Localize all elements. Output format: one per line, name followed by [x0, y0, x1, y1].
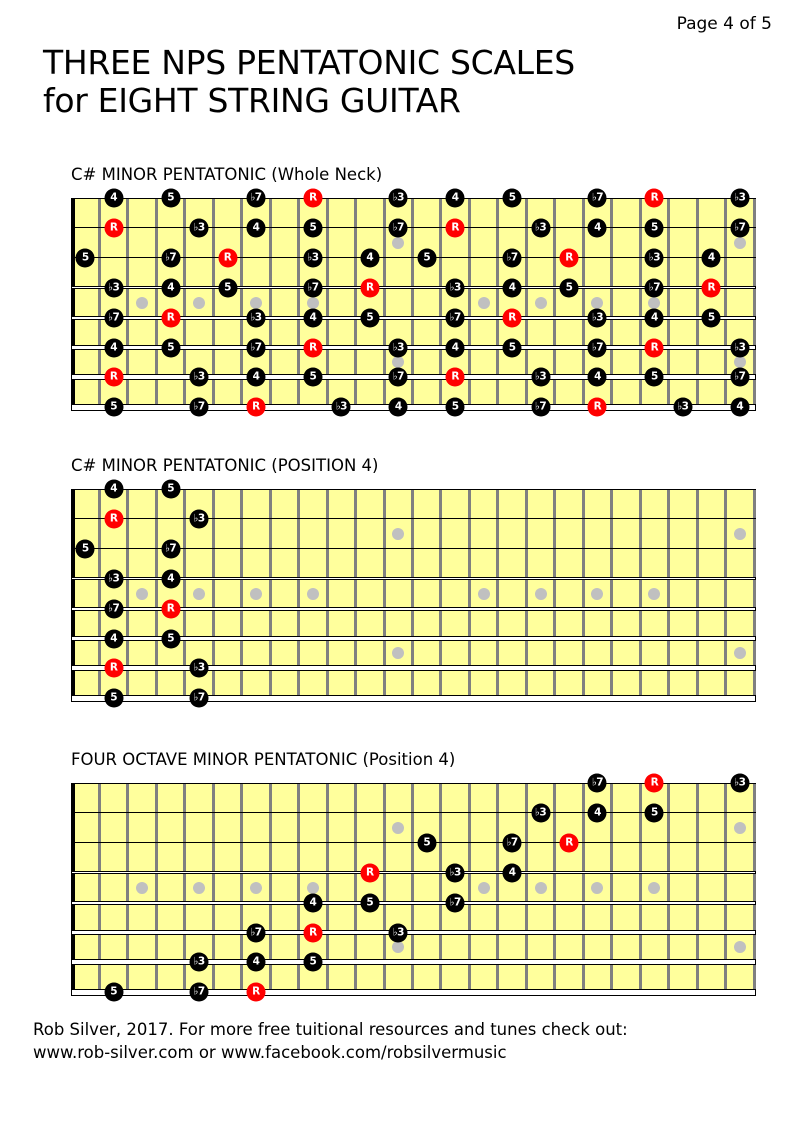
- scale-note-marker: 5: [645, 803, 664, 822]
- inlay-dot-icon: [734, 237, 746, 249]
- scale-note-marker: 4: [503, 278, 522, 297]
- inlay-dot-icon: [307, 882, 319, 894]
- scale-note-marker: ♭3: [531, 218, 550, 237]
- scale-note-marker: 5: [161, 480, 180, 499]
- scale-note-marker: 4: [104, 480, 123, 499]
- diagram-label-four-octave: FOUR OCTAVE MINOR PENTATONIC (Position 4): [71, 750, 456, 769]
- root-note-marker: R: [303, 338, 322, 357]
- scale-note-marker: 4: [730, 398, 749, 417]
- inlay-dot-icon: [535, 297, 547, 309]
- scale-note-marker: 4: [503, 863, 522, 882]
- scale-note-marker: ♭3: [190, 509, 209, 528]
- guitar-string: [71, 989, 756, 996]
- scale-note-marker: 5: [104, 983, 123, 1002]
- scale-note-marker: ♭7: [503, 248, 522, 267]
- inlay-dot-icon: [478, 297, 490, 309]
- scale-note-marker: 5: [645, 368, 664, 387]
- root-note-marker: R: [161, 599, 180, 618]
- scale-note-marker: 5: [417, 833, 436, 852]
- scale-note-marker: 5: [104, 398, 123, 417]
- scale-note-marker: 4: [104, 338, 123, 357]
- scale-note-marker: ♭7: [104, 599, 123, 618]
- inlay-dot-icon: [392, 822, 404, 834]
- scale-note-marker: 5: [76, 539, 95, 558]
- guitar-string: [71, 901, 756, 905]
- diagram-label-whole-neck: C# MINOR PENTATONIC (Whole Neck): [71, 165, 383, 184]
- root-note-marker: R: [104, 509, 123, 528]
- scale-note-marker: ♭7: [389, 368, 408, 387]
- scale-note-marker: 5: [446, 398, 465, 417]
- inlay-dot-icon: [591, 882, 603, 894]
- root-note-marker: R: [588, 398, 607, 417]
- scale-note-marker: ♭3: [303, 248, 322, 267]
- scale-note-marker: ♭3: [645, 248, 664, 267]
- root-note-marker: R: [360, 278, 379, 297]
- scale-note-marker: 4: [161, 569, 180, 588]
- guitar-string: [71, 695, 756, 702]
- inlay-dot-icon: [734, 647, 746, 659]
- inlay-dot-icon: [193, 588, 205, 600]
- scale-note-marker: ♭7: [246, 923, 265, 942]
- scale-note-marker: ♭7: [588, 189, 607, 208]
- scale-note-marker: ♭7: [531, 398, 550, 417]
- scale-note-marker: 5: [702, 308, 721, 327]
- diagram-label-position-4: C# MINOR PENTATONIC (POSITION 4): [71, 456, 379, 475]
- scale-note-marker: ♭3: [190, 218, 209, 237]
- title-line-1: THREE NPS PENTATONIC SCALES: [43, 43, 575, 82]
- footer-line-2: www.rob-silver.com or www.facebook.com/robsilvermusic: [33, 1043, 507, 1062]
- scale-note-marker: ♭7: [161, 248, 180, 267]
- inlay-dot-icon: [250, 588, 262, 600]
- scale-note-marker: ♭3: [389, 923, 408, 942]
- scale-note-marker: 5: [503, 189, 522, 208]
- title-line-2: for EIGHT STRING GUITAR: [43, 81, 461, 120]
- guitar-string: [71, 518, 756, 519]
- root-note-marker: R: [360, 863, 379, 882]
- scale-note-marker: ♭7: [190, 983, 209, 1002]
- inlay-dot-icon: [250, 297, 262, 309]
- scale-note-marker: 4: [246, 368, 265, 387]
- scale-note-marker: ♭3: [673, 398, 692, 417]
- scale-note-marker: 5: [161, 629, 180, 648]
- inlay-dot-icon: [392, 237, 404, 249]
- scale-note-marker: 4: [104, 629, 123, 648]
- root-note-marker: R: [218, 248, 237, 267]
- scale-note-marker: ♭3: [246, 308, 265, 327]
- root-note-marker: R: [104, 368, 123, 387]
- fretboard-four-octave: [71, 776, 754, 998]
- scale-note-marker: ♭3: [730, 189, 749, 208]
- guitar-string: [71, 665, 756, 671]
- inlay-dot-icon: [478, 588, 490, 600]
- inlay-dot-icon: [136, 882, 148, 894]
- scale-note-marker: ♭7: [246, 189, 265, 208]
- root-note-marker: R: [560, 248, 579, 267]
- inlay-dot-icon: [734, 822, 746, 834]
- scale-note-marker: 4: [588, 368, 607, 387]
- inlay-dot-icon: [392, 941, 404, 953]
- inlay-dot-icon: [535, 882, 547, 894]
- root-note-marker: R: [645, 189, 664, 208]
- scale-note-marker: ♭3: [389, 338, 408, 357]
- scale-note-marker: ♭3: [446, 863, 465, 882]
- inlay-dot-icon: [392, 356, 404, 368]
- guitar-string: [71, 871, 756, 874]
- footer-line-1: Rob Silver, 2017. For more free tuitional resources and tunes check out:: [33, 1020, 628, 1039]
- guitar-string: [71, 404, 756, 411]
- root-note-marker: R: [303, 923, 322, 942]
- guitar-string: [71, 842, 756, 843]
- scale-note-marker: 4: [104, 189, 123, 208]
- scale-note-marker: ♭7: [503, 833, 522, 852]
- inlay-dot-icon: [250, 882, 262, 894]
- scale-note-marker: 4: [389, 398, 408, 417]
- scale-note-marker: 5: [560, 278, 579, 297]
- fretboard-whole-neck: [71, 191, 754, 413]
- scale-note-marker: ♭7: [303, 278, 322, 297]
- root-note-marker: R: [560, 833, 579, 852]
- root-note-marker: R: [702, 278, 721, 297]
- scale-note-marker: ♭7: [446, 308, 465, 327]
- scale-note-marker: 4: [446, 338, 465, 357]
- scale-note-marker: 4: [161, 278, 180, 297]
- inlay-dot-icon: [392, 528, 404, 540]
- scale-note-marker: ♭7: [588, 338, 607, 357]
- page-title: [43, 44, 575, 120]
- root-note-marker: R: [303, 189, 322, 208]
- scale-note-marker: 4: [246, 218, 265, 237]
- scale-note-marker: 5: [645, 218, 664, 237]
- scale-note-marker: ♭3: [104, 569, 123, 588]
- inlay-dot-icon: [734, 941, 746, 953]
- scale-note-marker: ♭7: [389, 218, 408, 237]
- scale-note-marker: ♭3: [531, 803, 550, 822]
- root-note-marker: R: [246, 398, 265, 417]
- inlay-dot-icon: [307, 588, 319, 600]
- root-note-marker: R: [446, 368, 465, 387]
- inlay-dot-icon: [734, 356, 746, 368]
- scale-note-marker: ♭3: [588, 308, 607, 327]
- scale-note-marker: ♭7: [730, 368, 749, 387]
- scale-note-marker: 4: [303, 308, 322, 327]
- scale-note-marker: ♭7: [446, 893, 465, 912]
- scale-note-marker: 4: [588, 803, 607, 822]
- scale-note-marker: ♭3: [730, 338, 749, 357]
- scale-note-marker: ♭3: [332, 398, 351, 417]
- scale-note-marker: 5: [303, 218, 322, 237]
- footer-credits: [33, 1018, 628, 1064]
- root-note-marker: R: [104, 659, 123, 678]
- fretboard-position-4: [71, 482, 754, 704]
- root-note-marker: R: [446, 218, 465, 237]
- root-note-marker: R: [246, 983, 265, 1002]
- scale-note-marker: 4: [360, 248, 379, 267]
- page-number: Page 4 of 5: [676, 14, 772, 34]
- inlay-dot-icon: [648, 882, 660, 894]
- root-note-marker: R: [161, 308, 180, 327]
- scale-note-marker: 5: [104, 689, 123, 708]
- root-note-marker: R: [104, 218, 123, 237]
- scale-note-marker: ♭7: [730, 218, 749, 237]
- scale-note-marker: 5: [303, 953, 322, 972]
- scale-note-marker: 5: [161, 338, 180, 357]
- scale-note-marker: ♭7: [246, 338, 265, 357]
- scale-note-marker: 4: [303, 893, 322, 912]
- guitar-string: [71, 959, 756, 965]
- scale-note-marker: 4: [446, 189, 465, 208]
- scale-note-marker: ♭3: [190, 368, 209, 387]
- inlay-dot-icon: [648, 588, 660, 600]
- root-note-marker: R: [645, 774, 664, 793]
- scale-note-marker: ♭3: [531, 368, 550, 387]
- scale-note-marker: 5: [76, 248, 95, 267]
- scale-note-marker: ♭3: [389, 189, 408, 208]
- scale-note-marker: 5: [218, 278, 237, 297]
- scale-note-marker: ♭7: [190, 398, 209, 417]
- scale-note-marker: 5: [161, 189, 180, 208]
- scale-note-marker: ♭7: [161, 539, 180, 558]
- inlay-dot-icon: [535, 588, 547, 600]
- scale-note-marker: 5: [417, 248, 436, 267]
- inlay-dot-icon: [648, 297, 660, 309]
- guitar-string: [71, 930, 756, 935]
- inlay-dot-icon: [591, 297, 603, 309]
- scale-note-marker: 5: [503, 338, 522, 357]
- scale-note-marker: 5: [360, 308, 379, 327]
- root-note-marker: R: [503, 308, 522, 327]
- scale-note-marker: ♭7: [104, 308, 123, 327]
- scale-note-marker: 5: [303, 368, 322, 387]
- scale-note-marker: ♭3: [104, 278, 123, 297]
- inlay-dot-icon: [193, 882, 205, 894]
- scale-note-marker: 5: [360, 893, 379, 912]
- inlay-dot-icon: [734, 528, 746, 540]
- scale-note-marker: ♭3: [190, 659, 209, 678]
- inlay-dot-icon: [307, 297, 319, 309]
- scale-note-marker: ♭7: [190, 689, 209, 708]
- inlay-dot-icon: [136, 297, 148, 309]
- scale-note-marker: ♭3: [446, 278, 465, 297]
- scale-note-marker: 4: [645, 308, 664, 327]
- scale-note-marker: ♭7: [645, 278, 664, 297]
- inlay-dot-icon: [193, 297, 205, 309]
- inlay-dot-icon: [392, 647, 404, 659]
- scale-note-marker: 4: [588, 218, 607, 237]
- inlay-dot-icon: [591, 588, 603, 600]
- inlay-dot-icon: [136, 588, 148, 600]
- scale-note-marker: 4: [246, 953, 265, 972]
- scale-note-marker: 4: [702, 248, 721, 267]
- inlay-dot-icon: [478, 882, 490, 894]
- scale-note-marker: ♭3: [190, 953, 209, 972]
- scale-note-marker: ♭7: [588, 774, 607, 793]
- scale-note-marker: ♭3: [730, 774, 749, 793]
- root-note-marker: R: [645, 338, 664, 357]
